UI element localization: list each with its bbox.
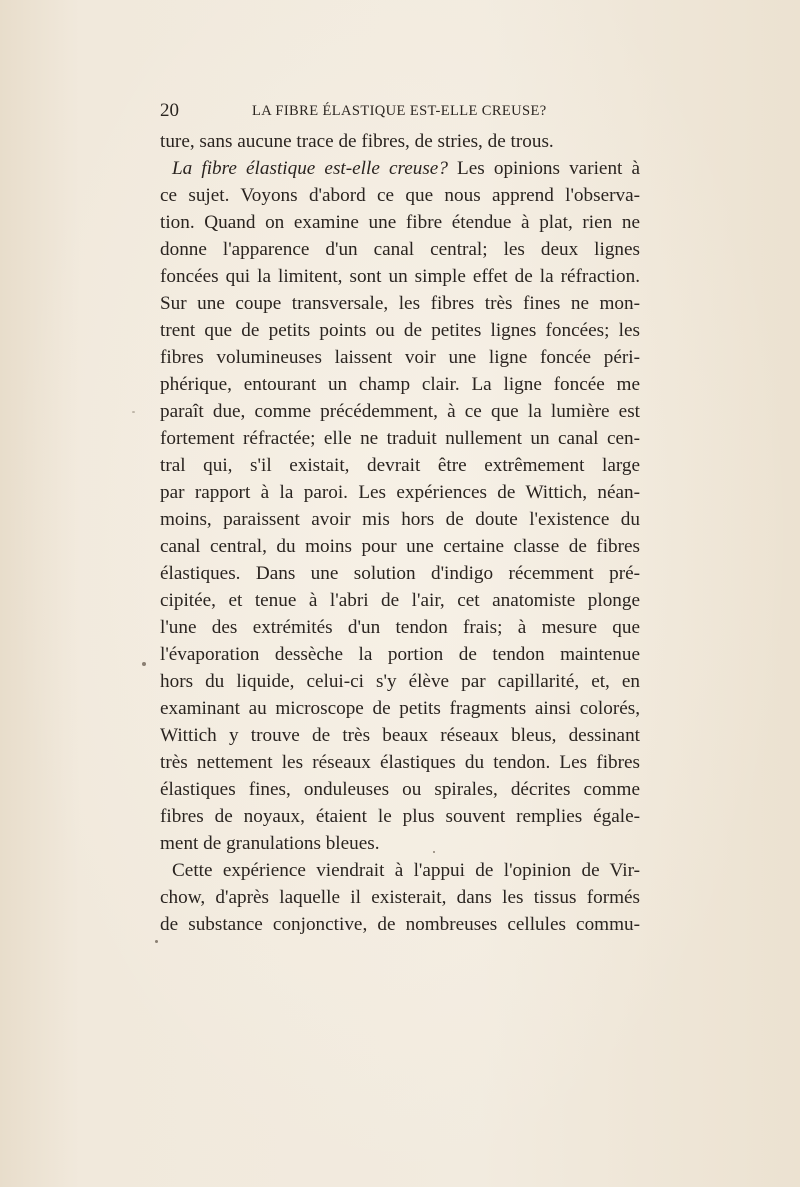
text-line: phérique, entourant un champ clair. La ligne foncée me	[160, 374, 640, 395]
text-line: Sur une coupe transversale, les fibres très fines ne mon-	[160, 293, 640, 314]
text-line: de substance conjonctive, de nombreuses cellules commu-	[160, 914, 640, 935]
text-line: chow, d'après laquelle il existerait, dans les tissus formés	[160, 887, 640, 908]
text-line: l'évaporation dessèche la portion de tendon maintenue	[160, 644, 640, 665]
page-number: 20	[160, 100, 179, 121]
text-line: élastiques fines, onduleuses ou spirales, décrites comme	[160, 779, 640, 800]
text-line: l'une des extrémités d'un tendon frais; à mesure que	[160, 617, 640, 638]
text-line: fortement réfractée; elle ne traduit nullement un canal cen-	[160, 428, 640, 449]
text-line: donne l'apparence d'un canal central; les deux lignes	[160, 239, 640, 260]
text-line: cipitée, et tenue à l'abri de l'air, cet anatomiste plonge	[160, 590, 640, 611]
text-line: par rapport à la paroi. Les expériences de Wittich, néan-	[160, 482, 640, 503]
text-line: foncées qui la limitent, sont un simple effet de la réfraction.	[160, 266, 640, 287]
text-line: trent que de petits points ou de petites lignes foncées; les	[160, 320, 640, 341]
running-head	[160, 100, 640, 124]
text-line: élastiques. Dans une solution d'indigo récemment pré-	[160, 563, 640, 584]
text-line: moins, paraissent avoir mis hors de doute l'existence du	[160, 509, 640, 530]
text-line: ce sujet. Voyons d'abord ce que nous apprend l'observa-	[160, 185, 640, 206]
text-line: examinant au microscope de petits fragments ainsi colorés,	[160, 698, 640, 719]
text-line: paraît due, comme précédemment, à ce que la lumière est	[160, 401, 640, 422]
paper-speck	[132, 411, 135, 413]
text-line: ment de granulations bleues.	[160, 833, 380, 854]
text-line: hors du liquide, celui-ci s'y élève par capillarité, et, en	[160, 671, 640, 692]
text-line: ture, sans aucune trace de fibres, de stries, de trous.	[160, 131, 554, 152]
text-line: tral qui, s'il existait, devrait être extrêmement large	[160, 455, 640, 476]
text-line: très nettement les réseaux élastiques du tendon. Les fibres	[160, 752, 640, 773]
text-line: canal central, du moins pour une certaine classe de fibres	[160, 536, 640, 557]
text-line-heading-question	[160, 155, 640, 182]
text-line: tion. Quand on examine une fibre étendue à plat, rien ne	[160, 212, 640, 233]
paper-speck	[155, 940, 158, 943]
body-text	[160, 128, 640, 938]
running-title: LA FIBRE ÉLASTIQUE EST-ELLE CREUSE?	[252, 103, 547, 119]
text-line: fibres de noyaux, étaient le plus souvent remplies égale-	[160, 806, 640, 827]
text-line-rest: Les opinions varient à	[447, 158, 641, 179]
italic-question: La fibre élastique est-elle creuse?	[172, 158, 448, 179]
text-line: fibres volumineuses laissent voir une ligne foncée péri-	[160, 347, 640, 368]
paper-speck	[433, 851, 435, 853]
paper-speck	[142, 662, 146, 666]
text-line: Wittich y trouve de très beaux réseaux bleus, dessinant	[160, 725, 640, 746]
text-line: Cette expérience viendrait à l'appui de l'opinion de Vir-	[172, 860, 640, 881]
